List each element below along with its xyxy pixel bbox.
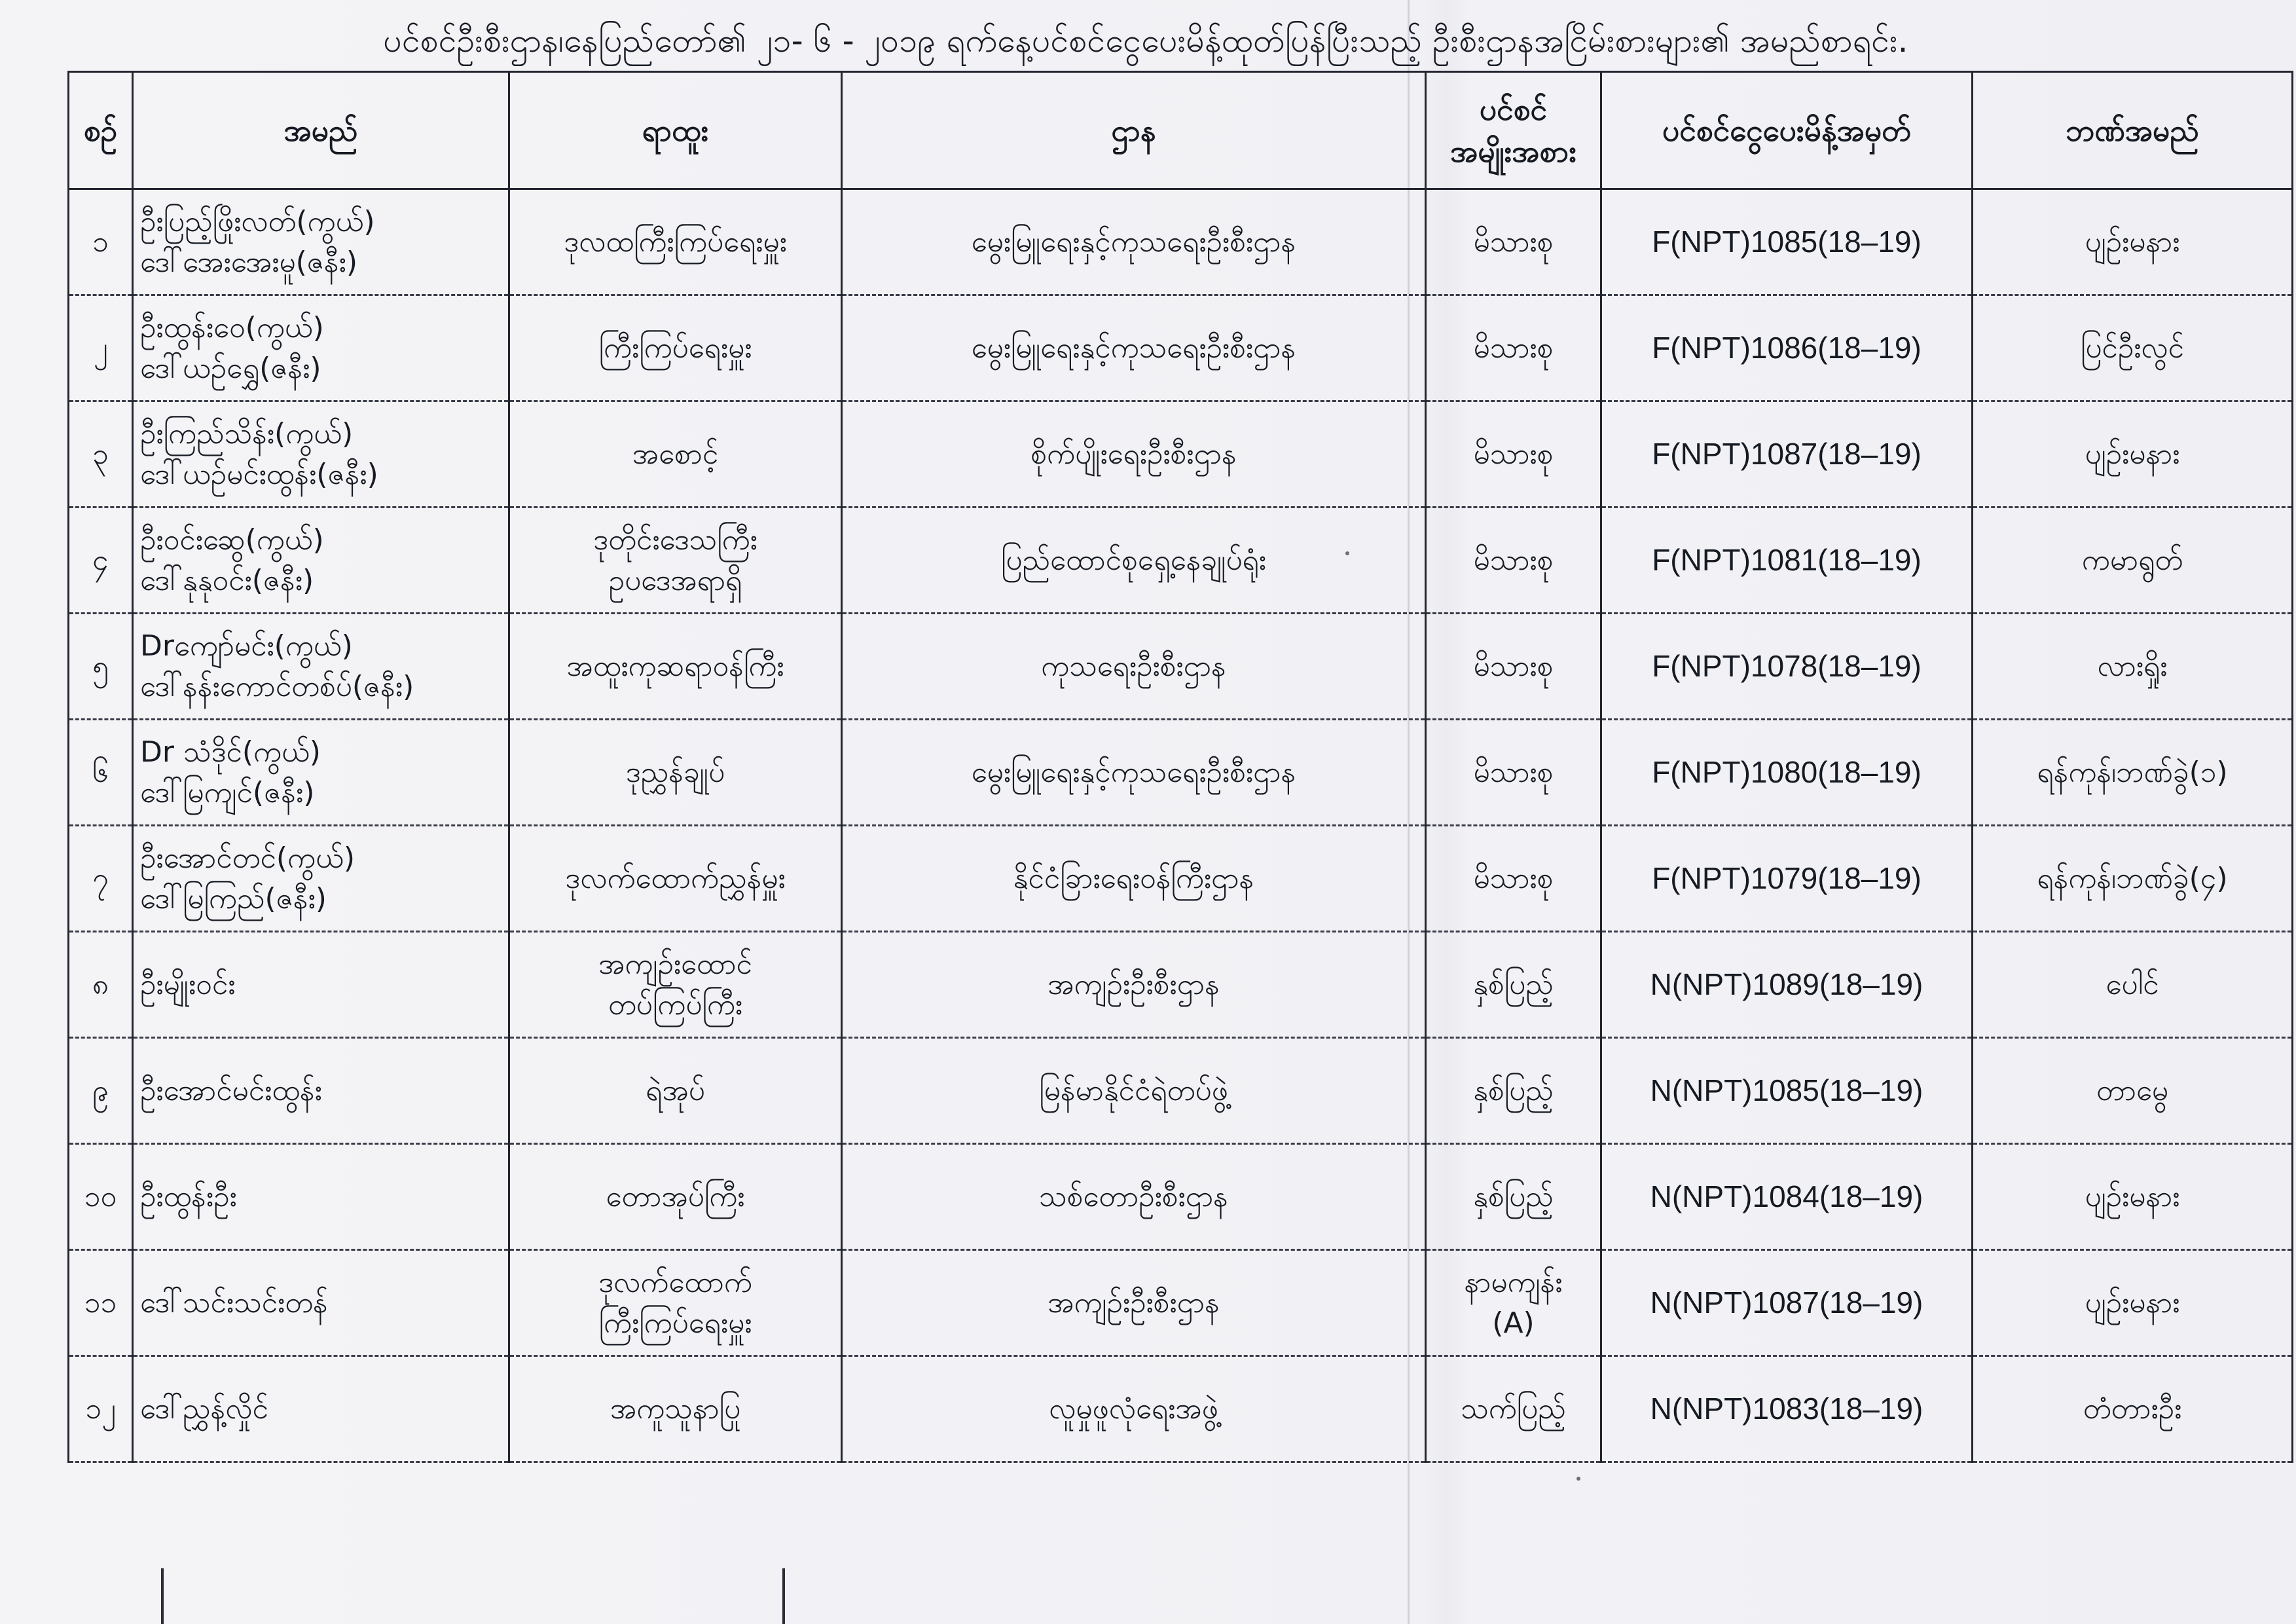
name-line1: ဒေါ်ညွှန့်လှိုင် (140, 1392, 268, 1426)
department-cell: အကျဉ်းဦးစီးဌာန (842, 1250, 1426, 1356)
header-pension-type-line1: ပင်စင် (1479, 91, 1548, 127)
permit-number-cell: F(NPT)1081(18–19) (1601, 507, 1973, 614)
rank-cell (509, 826, 842, 932)
row-number-cell: ၁၀ (69, 1144, 133, 1250)
name-line1: ဦးအောင်မင်းထွန်း (140, 1073, 322, 1107)
name-line1: Drကျော်မင်း(ကွယ်) (140, 629, 353, 663)
bank-cell: လားရှိုး (1973, 614, 2293, 720)
pension-type-line1: နှစ်ပြည့် (1473, 967, 1554, 1001)
rank-cell (509, 932, 842, 1038)
pension-type-cell (1426, 932, 1601, 1038)
pension-type-line1: သက်ပြည့် (1461, 1392, 1566, 1426)
rank-line2: ကြီးကြပ်ရေးမှူး (598, 1306, 752, 1340)
row-number-cell: ၄ (69, 507, 133, 614)
name-cell (133, 401, 509, 507)
permit-number-cell: N(NPT)1087(18–19) (1601, 1250, 1973, 1356)
scan-speck (1576, 1477, 1580, 1481)
name-line2: ဒေါ်နန်းကောင်တစ်ပ်(ဇနီး) (140, 669, 414, 703)
row-number-cell: ၃ (69, 401, 133, 507)
name-cell (133, 720, 509, 826)
bank-cell: ပျဉ်းမနား (1973, 189, 2293, 295)
table-row (69, 189, 2293, 295)
rank-line1: ရဲအုပ် (646, 1073, 705, 1107)
row-number-cell: ၁ (69, 189, 133, 295)
rank-line2: ဥပဒေအရာရှိ (608, 563, 742, 597)
pension-type-cell (1426, 1250, 1601, 1356)
permit-number-cell: F(NPT)1080(18–19) (1601, 720, 1973, 826)
bank-cell: ကမာရွတ် (1973, 507, 2293, 614)
name-line1: ဦးဝင်းဆွေ(ကွယ်) (140, 523, 324, 557)
row-number-cell: ၅ (69, 614, 133, 720)
header-name: အမည် (133, 72, 509, 189)
pension-type-cell (1426, 401, 1601, 507)
pension-roster-table (67, 71, 2293, 1463)
pension-type-cell (1426, 189, 1601, 295)
name-cell (133, 295, 509, 401)
pension-type-line1: မိသားစု (1473, 649, 1554, 683)
document-title: ပင်စင်ဦးစီးဌာန၊နေပြည်တော်၏ ၂၁- ၆ - ၂၀၁၉ ရက်နေ့ပင်စင်ငွေပေးမိန့်ထုတ်ပြန်ပြီးသည့် ဦးစီးဌာနအငြိမ်းစားများ၏ အမည်စာရင်း. (383, 22, 1908, 60)
rank-line1: အကူသူနာပြု (610, 1392, 741, 1426)
department-cell: အကျဉ်းဦးစီးဌာန (842, 932, 1426, 1038)
permit-number-cell: F(NPT)1078(18–19) (1601, 614, 1973, 720)
department-cell: မြန်မာနိုင်ငံရဲတပ်ဖွဲ့ (842, 1038, 1426, 1144)
pension-type-line1: နှစ်ပြည့် (1473, 1179, 1554, 1213)
rank-line2: တပ်ကြပ်ကြီး (608, 987, 743, 1022)
rank-line1: ဒုညွှန်ချုပ် (625, 755, 725, 789)
permit-number-cell: N(NPT)1084(18–19) (1601, 1144, 1973, 1250)
pension-type-cell (1426, 507, 1601, 614)
table-row (69, 1144, 2293, 1250)
pension-type-line1: နာမကျန်း (1464, 1265, 1563, 1299)
rank-cell (509, 507, 842, 614)
header-department: ဌာန (842, 72, 1426, 189)
name-line2: ဒေါ်မြကျင်(ဇနီး) (140, 775, 315, 809)
header-rank: ရာထူး (509, 72, 842, 189)
header-bank: ဘဏ်အမည် (1973, 72, 2293, 189)
department-cell: စိုက်ပျိုးရေးဦးစီးဌာန (842, 401, 1426, 507)
rank-cell (509, 1356, 842, 1462)
pension-type-line1: မိသားစု (1473, 543, 1554, 577)
name-line1: ဦးထွန်းဦး (140, 1179, 237, 1213)
header-pension-type-line2: အမျိုးအစား (1450, 134, 1576, 169)
header-pension-type (1426, 72, 1601, 189)
pension-type-cell (1426, 826, 1601, 932)
rank-line1: ဒုတိုင်းဒေသကြီး (593, 523, 757, 557)
row-number-cell: ၆ (69, 720, 133, 826)
permit-number-cell: F(NPT)1087(18–19) (1601, 401, 1973, 507)
table-row (69, 401, 2293, 507)
department-cell: လူမှုဖူလုံရေးအဖွဲ့ (842, 1356, 1426, 1462)
name-line1: ဦးမျိုးဝင်း (140, 967, 236, 1001)
name-cell (133, 826, 509, 932)
bank-cell: ပျဉ်းမနား (1973, 401, 2293, 507)
name-line2: ဒေါ်ယဉ်ရွှေ(ဇနီး) (140, 351, 321, 385)
scan-edge-mark (782, 1568, 785, 1624)
department-cell: နိုင်ငံခြားရေးဝန်ကြီးဌာန (842, 826, 1426, 932)
row-number-cell: ၁၂ (69, 1356, 133, 1462)
department-cell: မွေးမြူရေးနှင့်ကုသရေးဦးစီးဌာန (842, 720, 1426, 826)
name-cell (133, 1144, 509, 1250)
rank-cell (509, 1250, 842, 1356)
pension-type-line1: မိသားစု (1473, 331, 1554, 365)
pension-type-line1: မိသားစု (1473, 225, 1554, 259)
table-row (69, 1250, 2293, 1356)
rank-cell (509, 720, 842, 826)
table-row (69, 614, 2293, 720)
row-number-cell: ၇ (69, 826, 133, 932)
bank-cell: ရန်ကုန်၊ဘဏ်ခွဲ(၁) (1973, 720, 2293, 826)
header-permit-no: ပင်စင်ငွေပေးမိန့်အမှတ် (1601, 72, 1973, 189)
rank-cell (509, 401, 842, 507)
pension-type-line2: (A) (1492, 1306, 1535, 1340)
name-line1: ဦးကြည်သိန်း(ကွယ်) (140, 416, 354, 451)
bank-cell: ပျဉ်းမနား (1973, 1250, 2293, 1356)
header-no: စဉ် (69, 72, 133, 189)
row-number-cell: ၈ (69, 932, 133, 1038)
permit-number-cell: N(NPT)1085(18–19) (1601, 1038, 1973, 1144)
name-line1: ဒေါ်သင်းသင်းတန် (140, 1285, 328, 1320)
table-body (69, 189, 2293, 1462)
rank-line1: ကြီးကြပ်ရေးမှူး (598, 331, 752, 365)
rank-line1: ဒုလထကြီးကြပ်ရေးမှူး (564, 225, 787, 259)
row-number-cell: ၂ (69, 295, 133, 401)
pension-type-cell (1426, 1038, 1601, 1144)
pension-type-line1: နှစ်ပြည့် (1473, 1073, 1554, 1107)
department-cell: ပြည်ထောင်စုရှေ့နေချုပ်ရုံး (842, 507, 1426, 614)
permit-number-cell: N(NPT)1089(18–19) (1601, 932, 1973, 1038)
rank-line1: တောအုပ်ကြီး (606, 1179, 745, 1213)
pension-type-cell (1426, 295, 1601, 401)
rank-line1: အစောင့် (632, 437, 719, 471)
name-cell (133, 507, 509, 614)
name-line2: ဒေါ်အေးအေးမူ(ဇနီး) (140, 245, 358, 279)
name-line2: ဒေါ်နုနုဝင်း(ဇနီး) (140, 563, 314, 597)
table-row (69, 826, 2293, 932)
name-line2: ဒေါ်ယဉ်မင်းထွန်း(ဇနီး) (140, 457, 378, 491)
table-row (69, 295, 2293, 401)
name-cell (133, 189, 509, 295)
pension-type-line1: မိသားစု (1473, 437, 1554, 471)
name-cell (133, 932, 509, 1038)
name-line1: Dr သံဒိုင်(ကွယ်) (140, 735, 321, 769)
name-line2: ဒေါ်မြကြည်(ဇနီး) (140, 881, 327, 915)
department-cell: ကုသရေးဦးစီးဌာန (842, 614, 1426, 720)
table-row (69, 1038, 2293, 1144)
name-line1: ဦးပြည့်ဖြိုးလတ်(ကွယ်) (140, 204, 375, 238)
rank-cell (509, 1144, 842, 1250)
name-cell (133, 1356, 509, 1462)
permit-number-cell: F(NPT)1079(18–19) (1601, 826, 1973, 932)
rank-cell (509, 189, 842, 295)
name-cell (133, 1038, 509, 1144)
name-cell (133, 1250, 509, 1356)
bank-cell: ရန်ကုန်၊ဘဏ်ခွဲ(၄) (1973, 826, 2293, 932)
row-number-cell: ၁၁ (69, 1250, 133, 1356)
rank-line1: အကျဉ်းထောင် (598, 947, 752, 981)
bank-cell: တံတားဦး (1973, 1356, 2293, 1462)
rank-cell (509, 1038, 842, 1144)
pension-type-cell (1426, 614, 1601, 720)
permit-number-cell: F(NPT)1085(18–19) (1601, 189, 1973, 295)
table-row (69, 1356, 2293, 1462)
table-header-row (69, 72, 2293, 189)
department-cell: မွေးမြူရေးနှင့်ကုသရေးဦးစီးဌာန (842, 295, 1426, 401)
permit-number-cell: N(NPT)1083(18–19) (1601, 1356, 1973, 1462)
name-line1: ဦးအောင်တင်(ကွယ်) (140, 841, 355, 875)
department-cell: မွေးမြူရေးနှင့်ကုသရေးဦးစီးဌာန (842, 189, 1426, 295)
bank-cell: ပြင်ဦးလွင် (1973, 295, 2293, 401)
bank-cell: ပျဉ်းမနား (1973, 1144, 2293, 1250)
rank-cell (509, 295, 842, 401)
pension-type-line1: မိသားစု (1473, 755, 1554, 789)
bank-cell: ပေါင် (1973, 932, 2293, 1038)
row-number-cell: ၉ (69, 1038, 133, 1144)
name-line1: ဦးထွန်းဝေ(ကွယ်) (140, 310, 324, 344)
table-row (69, 507, 2293, 614)
rank-line1: ဒုလက်ထောက်ညွှန်မှူး (565, 861, 786, 895)
pension-type-line1: မိသားစု (1473, 861, 1554, 895)
pension-type-cell (1426, 1144, 1601, 1250)
pension-type-cell (1426, 1356, 1601, 1462)
department-cell: သစ်တောဦးစီးဌာန (842, 1144, 1426, 1250)
pension-type-cell (1426, 720, 1601, 826)
permit-number-cell: F(NPT)1086(18–19) (1601, 295, 1973, 401)
bank-cell: တာမွေ (1973, 1038, 2293, 1144)
rank-cell (509, 614, 842, 720)
table-row (69, 932, 2293, 1038)
scan-edge-mark (161, 1568, 164, 1624)
rank-line1: အထူးကုဆရာဝန်ကြီး (566, 649, 784, 683)
table-row (69, 720, 2293, 826)
rank-line1: ဒုလက်ထောက် (598, 1265, 752, 1299)
scan-speck (1345, 551, 1349, 555)
name-cell (133, 614, 509, 720)
